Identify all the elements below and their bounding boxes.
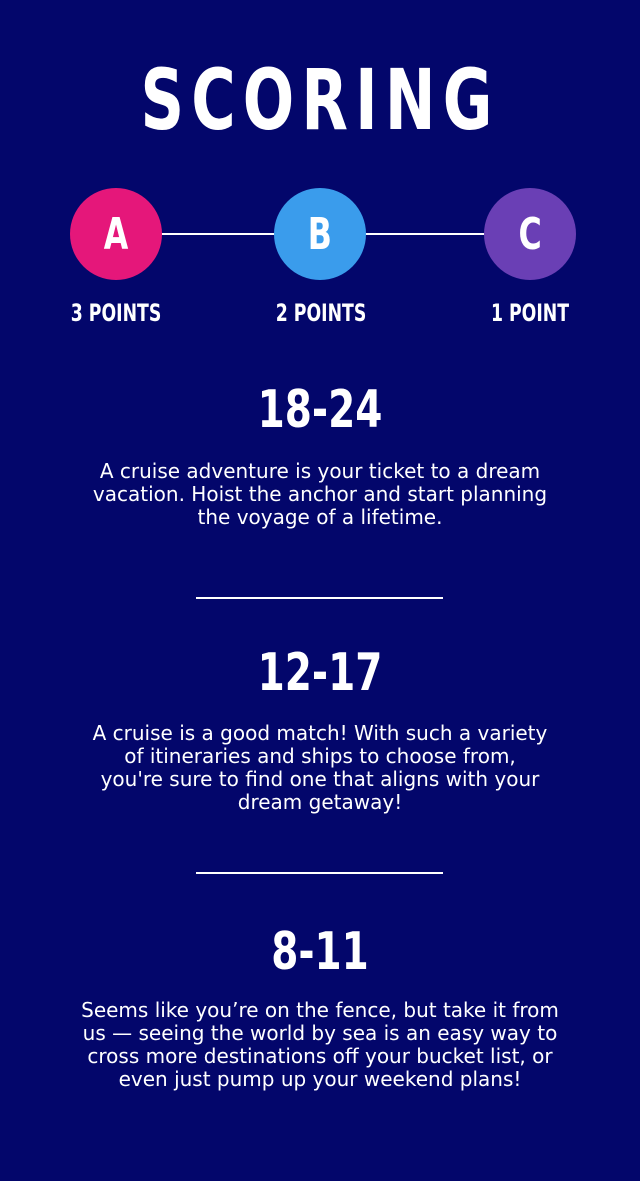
result-range: 12-17 [257,643,383,703]
choice-letter-b: B [307,208,333,260]
connector-line [160,233,276,235]
choice-scale [0,188,640,338]
page-title: SCORING [140,51,500,149]
result-range: 18-24 [257,380,383,440]
result-description: Seems like you’re on the fence, but take it from us — seeing the world by sea is an easy way to cross more destinations off your bucket list, or even just pump up your weekend plans! [81,998,559,1091]
result-range: 8-11 [271,922,369,982]
choice-letter-a: A [103,208,129,260]
section-divider [196,872,443,874]
result-description: A cruise adventure is your ticket to a dream vacation. Hoist the anchor and start planning the voyage of a lifetime. [92,459,548,529]
result-description: A cruise is a good match! With such a variety of itineraries and ships to choose from, you're sure to find one that aligns with your dream getaway! [92,721,548,814]
choice-points-a: 3 POINTS [70,299,162,327]
choice-letter-c: C [518,208,542,260]
choice-circle-b [274,188,366,280]
connector-line [364,233,486,235]
section-divider [196,597,443,599]
choice-circle-a [70,188,162,280]
choice-points-c: 1 POINT [490,299,570,327]
choice-points-b: 2 POINTS [275,299,367,327]
choice-circle-c [484,188,576,280]
